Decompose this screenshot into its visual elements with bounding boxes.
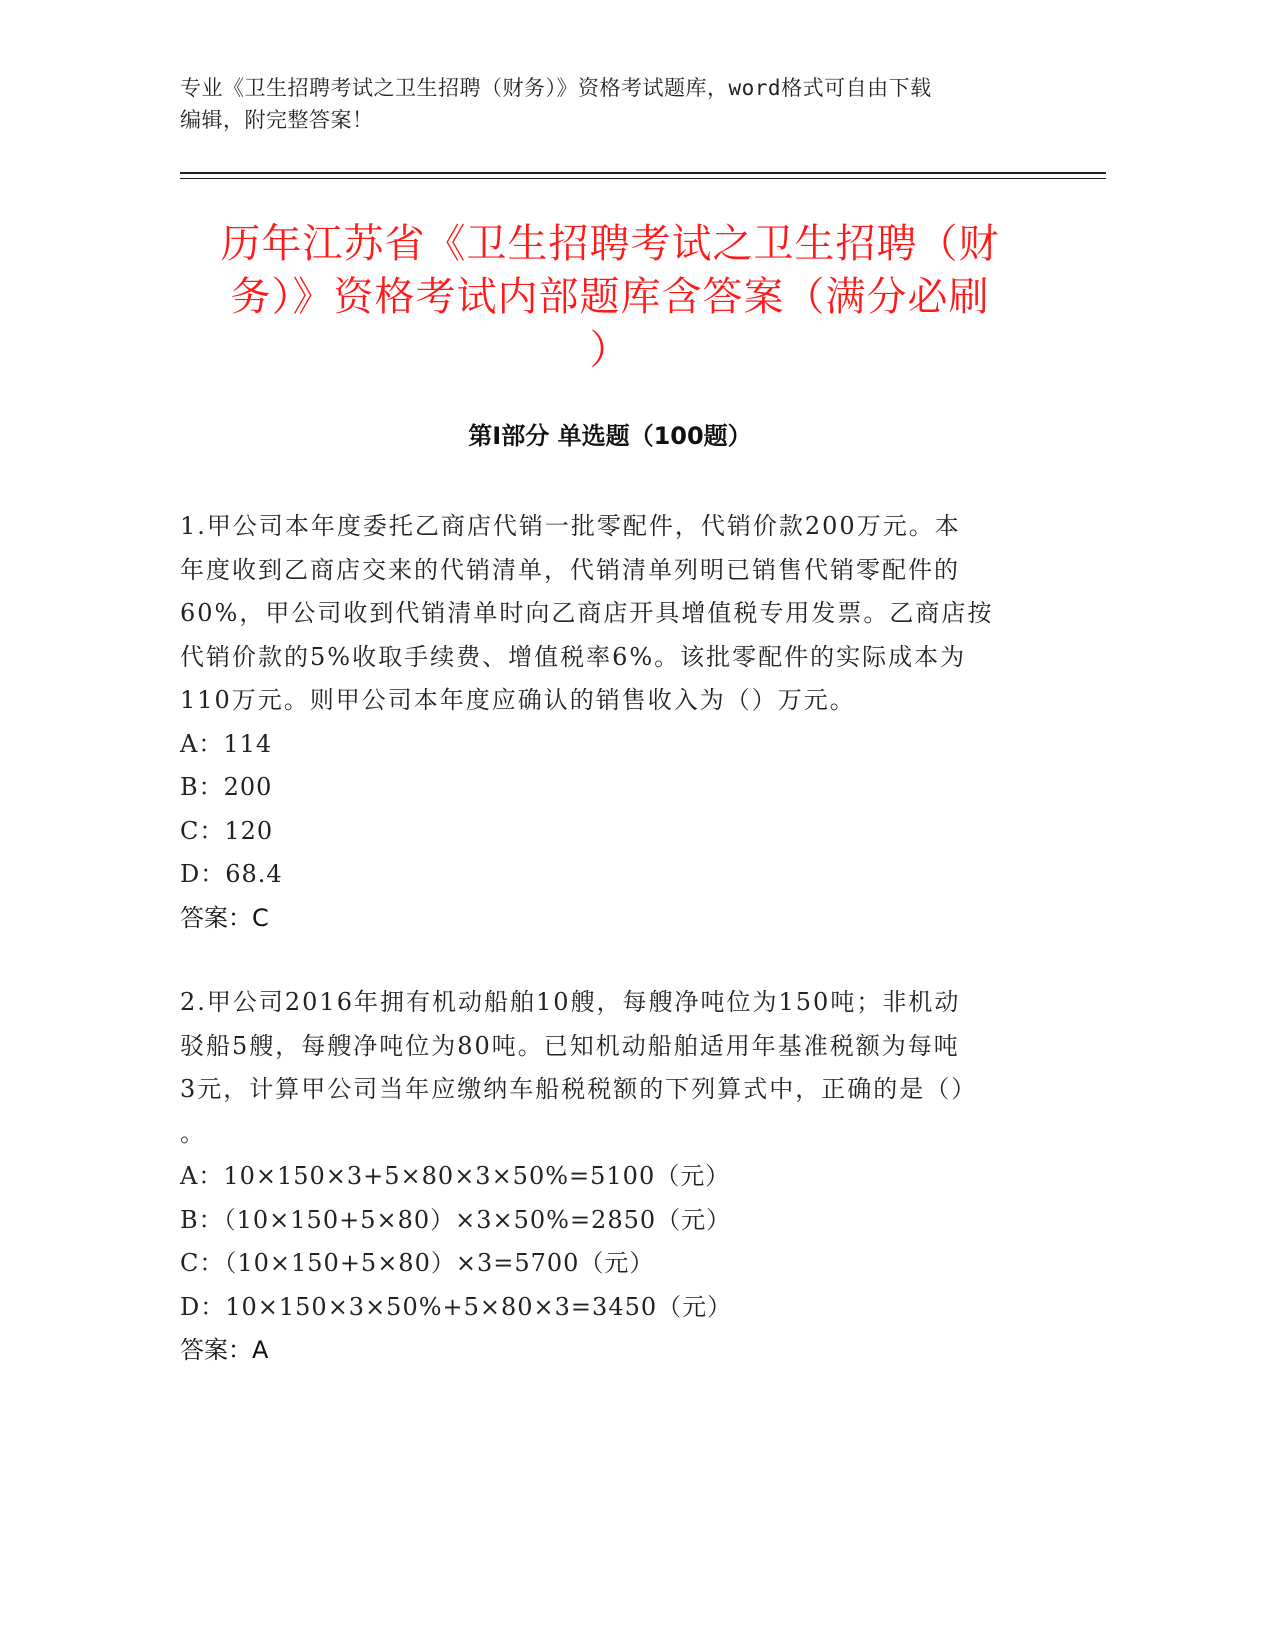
option-b: B：200	[180, 773, 273, 801]
header-note-line: 编辑，附完整答案！	[180, 108, 374, 132]
stem-line: 代销价款的5%收取手续费、增值税率6%。该批零配件的实际成本为	[180, 642, 967, 671]
answer-label: 答案：A	[180, 1336, 269, 1364]
title-line: ）	[589, 327, 631, 373]
stem-line: 1.甲公司本年度委托乙商店代销一批零配件，代销价款200万元。本	[180, 512, 961, 540]
stem-line: 110万元。则甲公司本年度应确认的销售收入为（）万元。	[180, 686, 856, 714]
stem-line: 。	[180, 1118, 206, 1147]
header-divider	[180, 172, 1106, 174]
question-stem	[180, 505, 1030, 723]
stem-line: 3元，计算甲公司当年应缴纳车船税税额的下列算式中，正确的是（）	[180, 1075, 978, 1103]
document-title	[190, 218, 1030, 377]
option-c: C：120	[180, 816, 274, 845]
option-a: A：10×150×3+5×80×3×50%=5100（元）	[180, 1162, 731, 1190]
section-heading: 第Ⅰ部分 单选题（100题）	[468, 422, 752, 450]
header-note-line: 专业《卫生招聘考试之卫生招聘（财务）》资格考试题库，word格式可自由下载	[180, 76, 932, 100]
title-line: 务）》资格考试内部题库含答案（满分必刷	[230, 274, 990, 320]
question-stem	[180, 981, 1030, 1155]
option-b: B：（10×150+5×80）×3×50%=2850（元）	[180, 1205, 732, 1234]
question-item	[180, 505, 1030, 940]
header-note	[180, 72, 1040, 136]
header-divider-thin	[180, 178, 1106, 179]
stem-line: 60%，甲公司收到代销清单时向乙商店开具增值税专用发票。乙商店按	[180, 599, 994, 627]
option-c: C：（10×150+5×80）×3=5700（元）	[180, 1249, 655, 1277]
question-item	[180, 981, 1030, 1373]
option-d: D：10×150×3×50%+5×80×3=3450（元）	[180, 1292, 733, 1321]
stem-line: 2.甲公司2016年拥有机动船舶10艘，每艘净吨位为150吨；非机动	[180, 988, 961, 1016]
title-line: 历年江苏省《卫生招聘考试之卫生招聘（财	[220, 221, 1000, 267]
option-d: D：68.4	[180, 860, 283, 888]
option-a: A：114	[180, 729, 273, 758]
stem-line: 年度收到乙商店交来的代销清单，代销清单列明已销售代销零配件的	[180, 555, 960, 584]
answer-label: 答案：C	[180, 903, 269, 932]
stem-line: 驳船5艘，每艘净吨位为80吨。已知机动船舶适用年基准税额为每吨	[180, 1031, 960, 1060]
